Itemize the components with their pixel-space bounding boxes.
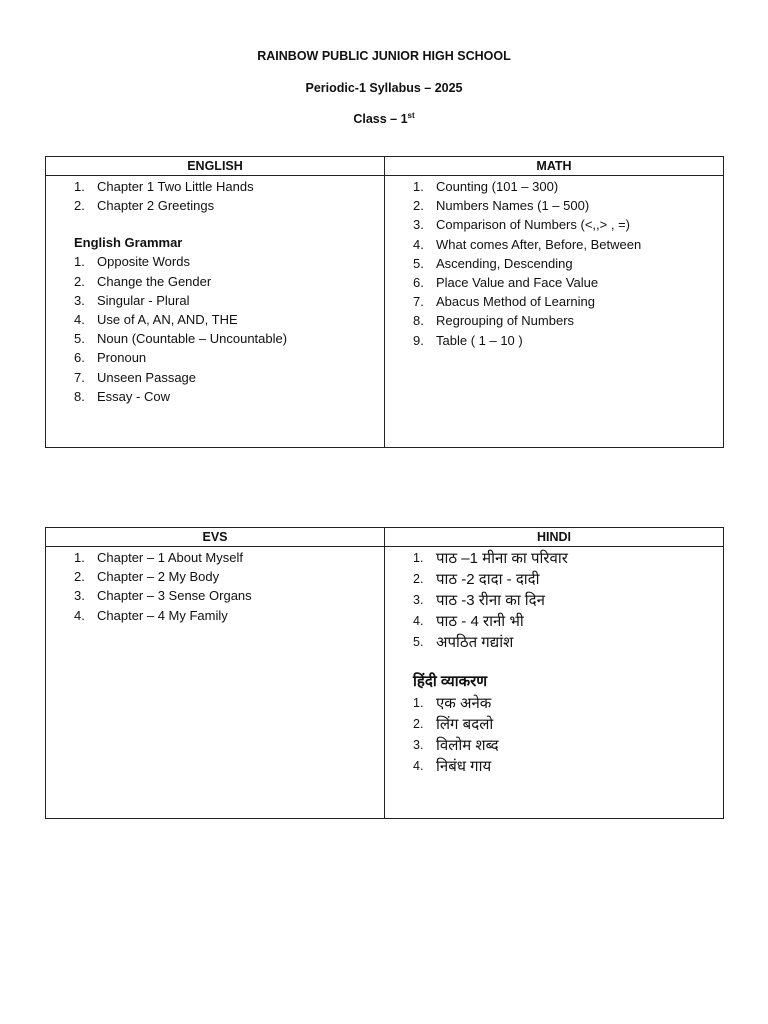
list-item-number: 3. — [74, 588, 85, 604]
list-item-text: Chapter – 4 My Family — [97, 607, 228, 623]
list-item — [74, 291, 384, 310]
list-item-text: Regrouping of Numbers — [436, 313, 575, 329]
list-item-number: 5. — [413, 255, 424, 271]
math-topic-list — [413, 177, 723, 350]
english-grammar-list — [74, 252, 384, 406]
list-item-number: 5. — [74, 331, 85, 347]
list-item-text: Chapter – 2 My Body — [97, 569, 220, 585]
hindi-grammar-heading: हिंदी व्याकरण — [413, 673, 488, 690]
list-item-number: 3. — [413, 738, 424, 752]
table-header-row — [46, 157, 724, 176]
list-item-number: 4. — [413, 614, 424, 628]
table-header-row — [46, 528, 724, 547]
list-item — [413, 215, 723, 234]
list-item — [74, 586, 384, 605]
list-item-number: 2. — [413, 198, 424, 214]
english-cell — [46, 176, 385, 448]
hindi-chapter-list — [413, 548, 723, 653]
list-item-number: 4. — [74, 607, 85, 623]
list-item-number: 2. — [74, 273, 85, 289]
list-item-number: 2. — [413, 717, 424, 731]
list-item-text: Chapter – 3 Sense Organs — [97, 588, 252, 604]
list-item — [413, 548, 723, 569]
table-body-row — [46, 547, 724, 819]
list-item-number: 1. — [74, 254, 85, 270]
list-item-number: 4. — [413, 759, 424, 773]
list-item-text: Noun (Countable – Uncountable) — [97, 331, 288, 347]
list-item-number: 3. — [413, 217, 424, 233]
list-item-text: Numbers Names (1 – 500) — [436, 198, 590, 214]
english-chapter-list — [74, 177, 384, 215]
list-item-number: 1. — [74, 550, 85, 565]
list-item-number: 7. — [413, 294, 424, 310]
math-heading: MATH — [385, 157, 724, 176]
list-item — [413, 693, 723, 714]
list-item — [74, 368, 384, 387]
list-item-number: 1. — [74, 179, 85, 194]
list-item-text: Ascending, Descending — [436, 255, 573, 271]
list-item — [413, 714, 723, 735]
list-item — [413, 569, 723, 590]
list-item-text: Unseen Passage — [97, 369, 197, 385]
list-item — [74, 606, 384, 625]
list-item-text: एक अनेक — [436, 695, 492, 712]
list-item-number: 9. — [413, 332, 424, 348]
list-item — [413, 611, 723, 632]
list-item-number: 1. — [413, 179, 424, 194]
hindi-heading: HINDI — [385, 528, 724, 547]
list-item — [413, 196, 723, 215]
list-item-number: 3. — [74, 292, 85, 308]
list-item — [74, 548, 384, 567]
list-item-text: पाठ - 4 रानी भी — [436, 613, 524, 630]
list-item-number: 2. — [74, 198, 85, 214]
list-item — [74, 177, 384, 196]
list-item-text: लिंग बदलो — [436, 716, 494, 733]
list-item-text: निबंध गाय — [436, 758, 492, 775]
list-item — [413, 254, 723, 273]
class-prefix: Class – 1 — [353, 112, 408, 126]
list-item-number: 6. — [413, 275, 424, 291]
list-item — [74, 348, 384, 367]
list-item-number: 6. — [74, 350, 85, 366]
list-item — [413, 331, 723, 350]
list-item — [74, 310, 384, 329]
list-item — [74, 272, 384, 291]
list-item-text: Use of A, AN, AND, THE — [97, 312, 238, 328]
list-item — [413, 735, 723, 756]
list-item-number: 4. — [74, 312, 85, 328]
list-item-text: पाठ -2 दादा - दादी — [436, 571, 540, 588]
list-item-number: 1. — [413, 696, 424, 710]
list-item-number: 1. — [413, 551, 424, 565]
list-item-number: 3. — [413, 593, 424, 607]
list-item-number: 2. — [413, 572, 424, 586]
syllabus-title: Periodic-1 Syllabus – 2025 — [305, 81, 463, 95]
list-item-number: 2. — [74, 569, 85, 585]
hindi-grammar-list — [413, 693, 723, 777]
english-grammar-heading: English Grammar — [74, 235, 183, 251]
list-item-text: विलोम शब्द — [436, 737, 499, 754]
list-item-number: 4. — [413, 236, 424, 252]
math-cell — [385, 176, 724, 448]
list-item — [413, 590, 723, 611]
list-item-text: Comparison of Numbers (<,,> , =) — [436, 217, 630, 233]
table-body-row — [46, 176, 724, 448]
english-heading: ENGLISH — [46, 157, 385, 176]
list-item-text: Essay - Cow — [97, 388, 170, 404]
list-item — [413, 292, 723, 311]
list-item-text: Pronoun — [97, 350, 147, 366]
list-item-number: 7. — [74, 369, 85, 385]
hindi-cell — [385, 547, 724, 819]
list-item-text: Place Value and Face Value — [436, 275, 599, 291]
class-suffix: st — [407, 110, 415, 120]
list-item-text: Chapter 1 Two Little Hands — [97, 179, 254, 194]
list-item-text: Abacus Method of Learning — [436, 294, 595, 310]
list-item-text: Table ( 1 – 10 ) — [436, 332, 523, 348]
class-label — [0, 112, 768, 126]
list-item — [74, 567, 384, 586]
list-item — [74, 196, 384, 215]
list-item-number: 8. — [413, 313, 424, 329]
list-item-number: 5. — [413, 635, 424, 649]
list-item-text: Chapter – 1 About Myself — [97, 550, 243, 565]
syllabus-table-english-math — [45, 156, 724, 448]
list-item — [413, 756, 723, 777]
list-item — [74, 387, 384, 406]
list-item — [413, 311, 723, 330]
list-item — [413, 273, 723, 292]
list-item-text: पाठ -3 रीना का दिन — [436, 592, 545, 609]
list-item-text: पाठ –1 मीना का परिवार — [436, 550, 568, 567]
list-item-number: 8. — [74, 388, 85, 404]
list-item-text: Change the Gender — [97, 273, 212, 289]
evs-heading: EVS — [46, 528, 385, 547]
list-item-text: Opposite Words — [97, 254, 190, 270]
list-item-text: Counting (101 – 300) — [436, 179, 559, 194]
evs-cell — [46, 547, 385, 819]
list-item-text: अपठित गद्यांश — [436, 634, 514, 651]
syllabus-table-evs-hindi — [45, 527, 724, 819]
list-item — [74, 252, 384, 271]
evs-chapter-list — [74, 548, 384, 625]
list-item — [413, 235, 723, 254]
list-item — [74, 329, 384, 348]
list-item-text: Chapter 2 Greetings — [97, 198, 215, 214]
list-item-text: Singular - Plural — [97, 292, 190, 308]
list-item-text: What comes After, Before, Between — [436, 236, 642, 252]
school-name: RAINBOW PUBLIC JUNIOR HIGH SCHOOL — [257, 49, 511, 63]
list-item — [413, 177, 723, 196]
list-item — [413, 632, 723, 653]
